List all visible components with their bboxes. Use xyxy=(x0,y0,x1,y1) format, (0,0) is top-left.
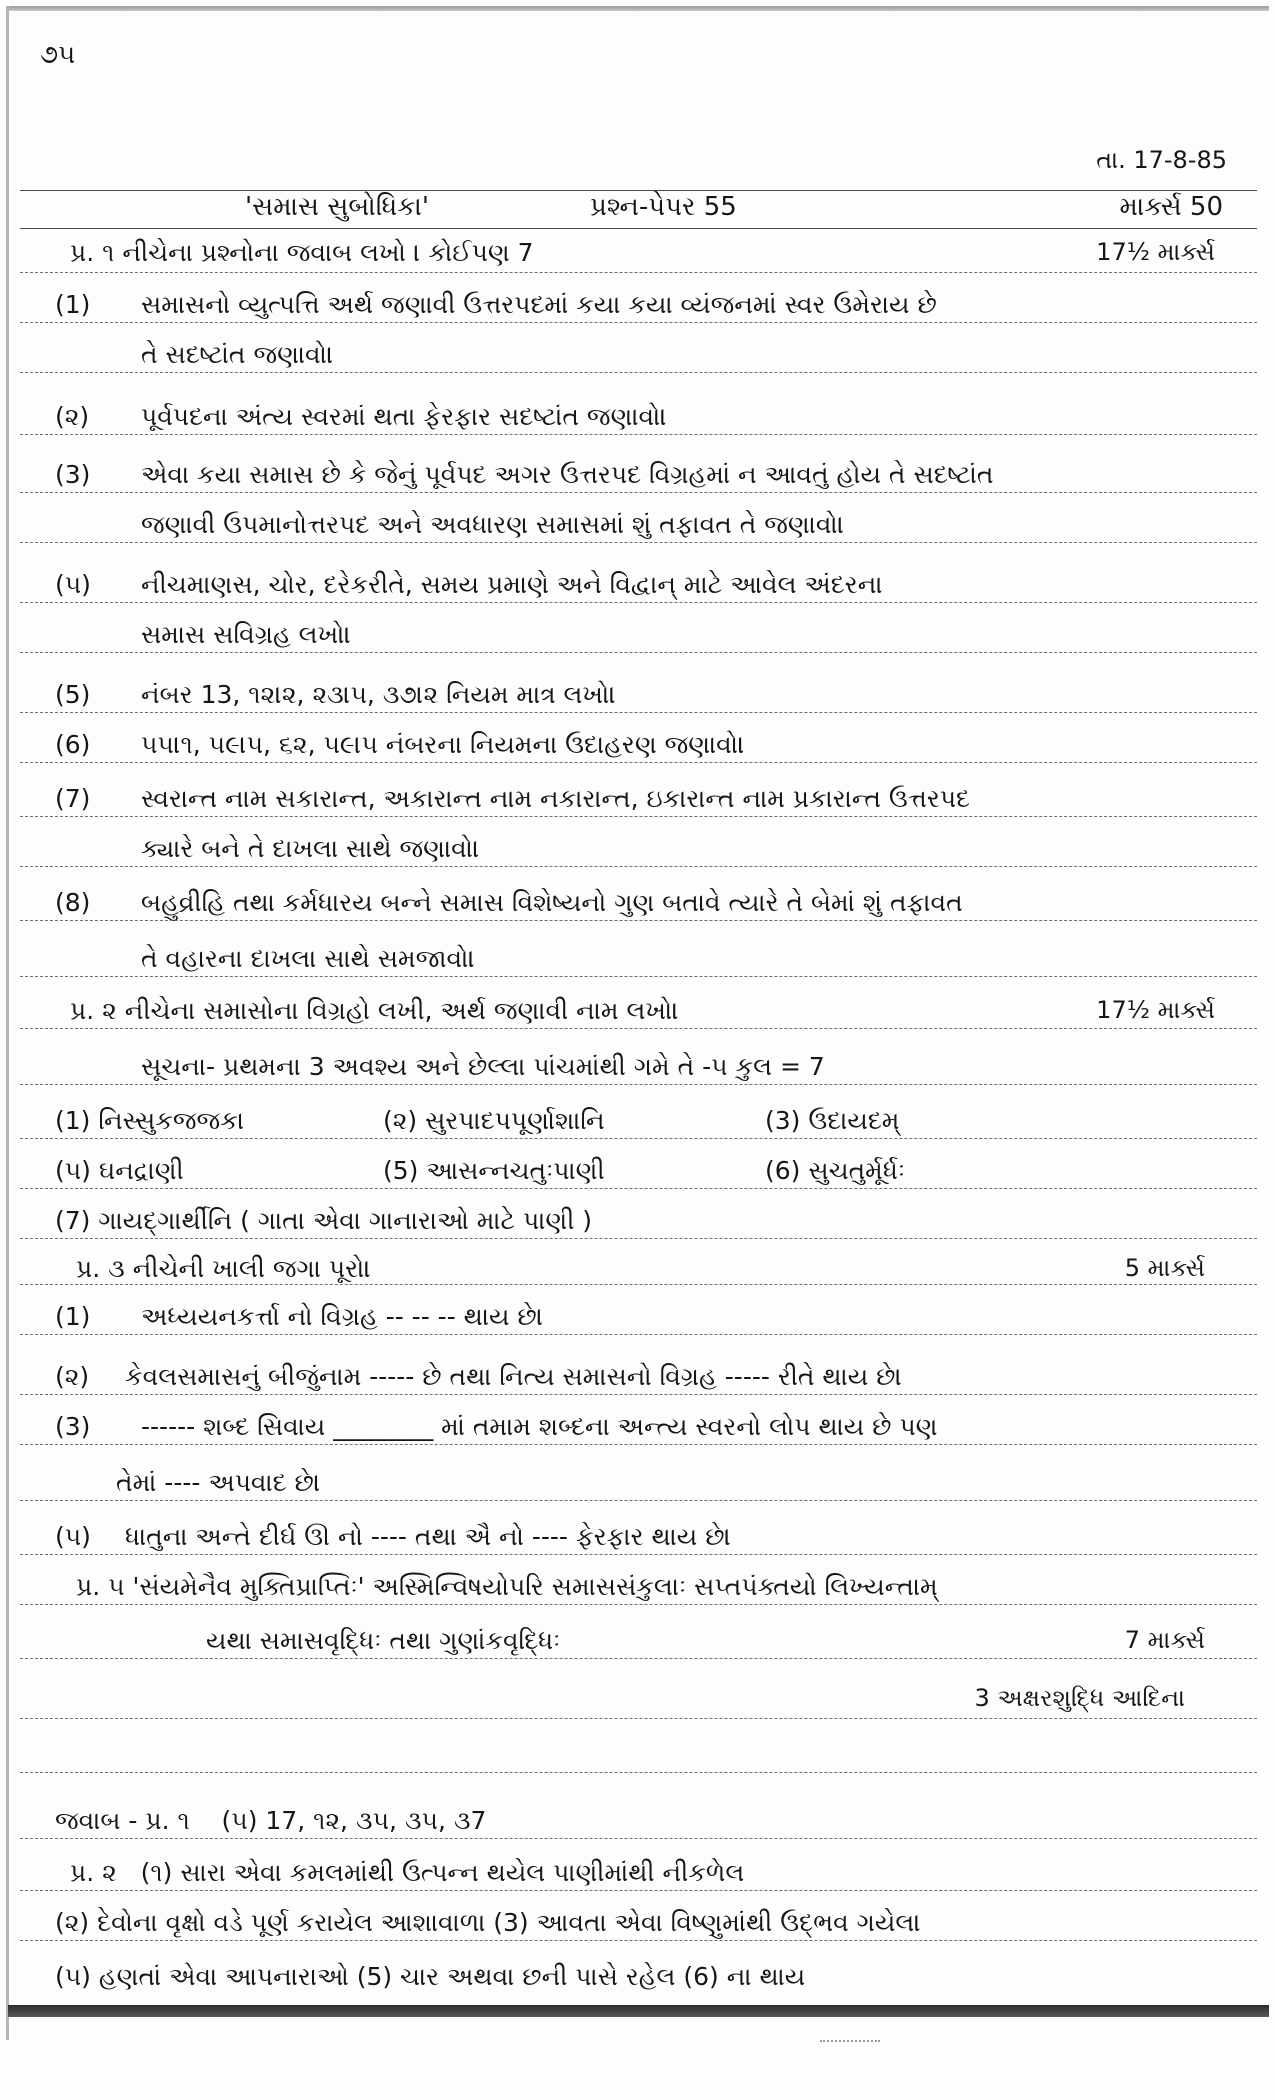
item-number: (3) xyxy=(55,1412,91,1441)
q4-line-1: પ્ર. ૫ 'સંયમેનૈવ મુક્તિપ્રાપ્તિઃ' અસ્મિન્વિષયોપરિ સમાસસંકુલાઃ સપ્તપંક્તયો લિખ્યન્તામ્ xyxy=(76,1572,938,1601)
q3-marks: 5 માર્ક્સ xyxy=(1124,1254,1205,1282)
page-number: ૭૫ xyxy=(40,40,76,70)
scan-bottom-edge xyxy=(8,2005,1269,2017)
q2-note: સૂચના- પ્રથમના 3 અવશ્ય અને છેલ્લા પાંચમાંથી ગમે તે -૫ કુલ = 7 xyxy=(141,1052,825,1081)
item-number: (૫) xyxy=(55,1522,91,1551)
item-text: સમાસનો વ્યુત્પત્તિ અર્થ જણાવી ઉત્તરપદમાં કયા કયા વ્યંજનમાં સ્વર ઉમેરાય છે xyxy=(141,290,937,319)
item-text-cont: તે વહારના દાખલા સાથે સમજાવો। xyxy=(141,944,476,973)
ruled-line xyxy=(20,1394,1257,1395)
ruled-line xyxy=(20,1084,1257,1085)
item-text-cont: તેમાં ---- અપવાદ છે। xyxy=(116,1468,321,1497)
ruled-line xyxy=(20,1188,1257,1189)
ruled-line xyxy=(20,762,1257,763)
item-text: એવા કયા સમાસ છે કે જેનું પૂર્વપદ અગર ઉત્તરપદ વિગ્રહમાં ન આવતું હોય તે સદષ્ટાંત xyxy=(141,460,994,489)
item-number: (3) xyxy=(55,460,91,489)
q3-item-3 xyxy=(55,1412,937,1442)
answers-line-2 xyxy=(70,1858,744,1888)
answers-text: (૫) 17, ૧૨, ૩૫, ૩૫, ૩7 xyxy=(221,1806,487,1835)
ruled-line xyxy=(20,272,1257,273)
q1-marks: 17½ માર્ક્સ xyxy=(1096,238,1215,266)
item-number: (૨) xyxy=(55,402,90,431)
item-text: ૫૫।૧, ૫૯।૫, ૬૨, ૫૯।૫ નંબરના નિયમના ઉદાહરણ જણાવો। xyxy=(141,730,745,759)
item-number: (1) xyxy=(55,1302,91,1331)
item-number: (5) xyxy=(55,680,91,709)
q2-word-4: (૫) ઘનદ્રાણી xyxy=(55,1156,184,1185)
ruled-line xyxy=(20,1444,1257,1445)
q1-item-5 xyxy=(55,680,616,710)
q1-item-1 xyxy=(55,290,937,320)
q4-marks: 7 માર્ક્સ xyxy=(1124,1626,1205,1654)
q3-item-4 xyxy=(55,1522,731,1552)
item-number: (7) xyxy=(55,784,91,813)
answers-line-4: (૫) હણતાં એવા આપનારાઓ (5) ચાર અથવા છની પાસે રહેલ (6) ના થાય xyxy=(55,1962,806,1991)
ruled-line xyxy=(20,1500,1257,1501)
q1-item-2 xyxy=(55,402,667,432)
header-rule-bottom xyxy=(20,228,1257,229)
ruled-line xyxy=(20,652,1257,653)
item-text: નંબર 13, ૧૨।૨, ૨૩।૫, ૩૭।૨ નિયમ માત્ર લખો। xyxy=(141,680,616,709)
item-text-cont: જણાવી ઉપમાનોત્તરપદ અને અવધારણ સમાસમાં શું તફાવત તે જણાવો। xyxy=(141,510,845,539)
q2-word-2: (૨) સુરપાદપપૂર્ણાશાનિ xyxy=(383,1106,605,1135)
ruled-line xyxy=(20,1604,1257,1605)
ruled-line xyxy=(20,1028,1257,1029)
item-text: પૂર્વપદના અંત્ય સ્વરમાં થતા ફેરફાર સદષ્ટાંત જણાવો। xyxy=(141,402,667,431)
ruled-line xyxy=(20,434,1257,435)
item-text: ધાતુના અન્તે દીર્ઘ ઊ નો ---- તથા ઐ નો ---- ફેરફાર થાય છે। xyxy=(125,1522,732,1551)
item-text: અધ્યયનકર્ત્તા નો વિગ્રહ -- -- -- થાય છે। xyxy=(141,1302,544,1331)
ruled-line xyxy=(20,492,1257,493)
ruled-line xyxy=(20,1284,1257,1285)
q1-item-8 xyxy=(55,888,963,918)
q2-word-6: (6) સુચતુર્મૂર્ધઃ xyxy=(765,1156,906,1185)
ruled-line xyxy=(20,1940,1257,1941)
q3-heading: પ્ર. ૩ નીચેની ખાલી જગા પૂરો। xyxy=(76,1254,371,1283)
q4-line-2: યથા સમાસવૃદ્ધિઃ તથા ગુણાંકવૃદ્ધિઃ xyxy=(206,1626,561,1655)
item-text: સ્વરાન્ત નામ સકારાન્ત, અકારાન્ત નામ નકારાન્ત, ઇકારાન્ત નામ પ્રકારાન્ત ઉત્તરપદ xyxy=(141,784,971,813)
ruled-line xyxy=(20,1658,1257,1659)
total-marks: માર્ક્સ 50 xyxy=(1119,192,1223,222)
ruled-line xyxy=(20,1138,1257,1139)
ruled-line xyxy=(20,1890,1257,1891)
item-text-cont: સમાસ સવિગ્રહ લખો। xyxy=(141,620,352,649)
ruled-line xyxy=(20,1772,1257,1773)
date: તા. 17-8-85 xyxy=(1096,146,1227,174)
q1-item-3 xyxy=(55,460,993,490)
ruled-line xyxy=(20,372,1257,373)
ruled-line xyxy=(20,542,1257,543)
q1-item-7 xyxy=(55,784,970,814)
item-text-cont: તે સદષ્ટાંત જણાવો। xyxy=(141,340,334,369)
q2-word-1: (1) નિસ્સુકજજકા xyxy=(55,1106,244,1135)
scan-artifact xyxy=(820,2040,880,2044)
item-number: (6) xyxy=(55,730,91,759)
ruled-line xyxy=(20,602,1257,603)
answers-line-3: (૨) દેવોના વૃક્ષો વડે પૂર્ણ કરાયેલ આશાવાળા (3) આવતા એવા વિષ્ણુમાંથી ઉદ્ભવ ગયેલ। xyxy=(55,1908,921,1937)
paper-number: પ્રશ્ન-પેપર 55 xyxy=(590,192,737,222)
ruled-line xyxy=(20,1838,1257,1839)
q4-note: 3 અક્ષરશુદ્ધિ આદિના xyxy=(974,1684,1185,1712)
item-number: (1) xyxy=(55,290,91,319)
q1-item-6 xyxy=(55,730,745,760)
item-text: નીચમાણસ, ચોર, દરેકરીતે, સમય પ્રમાણે અને વિદ્વાન્ માટે આવેલ અંદરના xyxy=(141,570,883,599)
paper-title: 'સમાસ સુબોધિકા' xyxy=(245,192,430,222)
item-text-cont: ક્યારે બને તે દાખલા સાથે જણાવો। xyxy=(141,834,480,863)
item-number: (૨) xyxy=(55,1362,90,1391)
scan-top-edge xyxy=(8,6,1269,11)
header-rule-top xyxy=(20,190,1257,191)
ruled-line xyxy=(20,920,1257,921)
item-text: ------ શબ્દ સિવાય ________ માં તમામ શબ્દના અન્ત્ય સ્વરનો લોપ થાય છે પણ xyxy=(141,1412,938,1441)
ruled-line xyxy=(20,1334,1257,1335)
ruled-line xyxy=(20,1238,1257,1239)
q1-item-4 xyxy=(55,570,882,600)
item-number: (8) xyxy=(55,888,91,917)
q2-word-3: (3) ઉદાયદમ્ xyxy=(765,1106,900,1135)
ruled-line xyxy=(20,1554,1257,1555)
q2-marks: 17½ માર્ક્સ xyxy=(1096,996,1215,1024)
ruled-line xyxy=(20,322,1257,323)
answers-label: જવાબ - પ્ર. ૧ xyxy=(55,1806,190,1835)
ruled-line xyxy=(20,866,1257,867)
answers-label: પ્ર. ૨ xyxy=(70,1858,117,1887)
q2-word-7: (7) ગાયદ્ગાર્થીનિ ( ગાતા એવા ગાનારાઓ માટે પાણી ) xyxy=(55,1206,593,1235)
q3-item-1 xyxy=(55,1302,543,1332)
q2-heading: પ્ર. ૨ નીચેના સમાસોના વિગ્રહો લખી, અર્થ જણાવી નામ લખો। xyxy=(70,996,679,1025)
item-number: (૫) xyxy=(55,570,91,599)
item-text: બહુવ્રીહિ તથા કર્મધારય બન્ને સમાસ વિશેષ્યનો ગુણ બતાવે ત્યારે તે બેમાં શું તફાવત xyxy=(141,888,963,917)
q2-word-5: (5) આસન્નચતુઃપાણી xyxy=(383,1156,605,1185)
q3-item-2 xyxy=(55,1362,902,1392)
scan-left-edge xyxy=(6,6,9,2040)
answers-text: (૧) સારા એવા કમલમાંથી ઉત્પન્ન થયેલ પાણીમાંથી નીકળેલ xyxy=(140,1858,745,1887)
ruled-line xyxy=(20,976,1257,977)
ruled-line xyxy=(20,712,1257,713)
q1-heading: પ્ર. ૧ નીચેના પ્રશ્નોના જવાબ લખો । કોઈપણ 7 xyxy=(70,238,534,267)
answers-line-1 xyxy=(55,1806,486,1836)
ruled-line xyxy=(20,1718,1257,1719)
ruled-line xyxy=(20,816,1257,817)
item-text: કેવલસમાસનું બીજુંનામ ----- છે તથા નિત્ય સમાસનો વિગ્રહ ----- રીતે થાય છે। xyxy=(125,1362,903,1391)
